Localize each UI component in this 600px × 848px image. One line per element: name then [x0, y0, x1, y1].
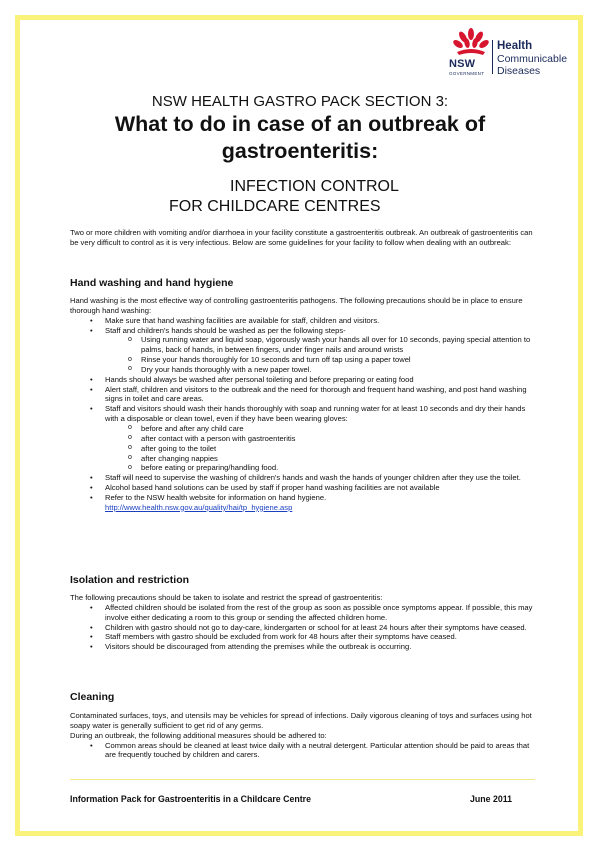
list-item: • Alcohol based hand solutions can be used by staff if proper hand washing facilities are not available — [70, 483, 540, 493]
list-item: • Staff and visitors should wash their hands thoroughly with soap and running water for at least 10 seconds and dry their hands with a disposable or clean towel, even if they have been wearing gloves: — [70, 404, 540, 424]
cleaning-list — [70, 741, 540, 761]
isolation-lead: The following precautions should be taken to isolate and restrict the spread of gastroenteritis: — [70, 593, 383, 602]
list-item: • Make sure that hand washing facilities are available for staff, children and visitors. — [70, 316, 540, 326]
sub-list-item: o Using running water and liquid soap, vigorously wash your hands all over for 10 seconds, paying special attention to palms, back of hands, in between fingers, under finger nails and around wrists — [70, 335, 540, 355]
section-label: NSW HEALTH GASTRO PACK SECTION 3: — [151, 93, 449, 110]
list-item: • Children with gastro should not go to day-care, kindergarten or school for at least 24 hours after their symptoms have ceased. — [70, 623, 540, 633]
footer-date: June 2011 — [470, 794, 513, 804]
list-item: • Staff will need to supervise the washing of children's hands and wash the hands of younger children after they use the toilet. — [70, 473, 540, 483]
sub-list-item: o before and after any child care — [70, 424, 540, 434]
hand-hygiene-link[interactable]: http://www.health.nsw.gov.au/quality/hai/tp_hygiene.asp — [105, 502, 293, 512]
footer-divider — [70, 779, 535, 780]
list-item: • Visitors should be discouraged from attending the premises while the outbreak is occurring. — [70, 642, 540, 652]
logo-health: Health — [497, 40, 533, 52]
list-item: • Common areas should be cleaned at least twice daily with a neutral detergent. Particular attention should be paid to areas that are frequently touched by children and carers. — [70, 741, 540, 761]
logo-government: GOVERNMENT — [449, 71, 485, 76]
sub-list-item: o Dry your hands thoroughly with a new paper towel. — [70, 365, 540, 375]
logo-nsw: NSW — [449, 58, 476, 70]
sub-list-item: o before eating or preparing/handling food. — [70, 463, 540, 473]
subtitle-line-2: FOR CHILDCARE CENTRES — [169, 198, 381, 215]
logo-communicable: Communicable — [497, 53, 568, 65]
hand-washing-heading: Hand washing and hand hygiene — [70, 277, 234, 289]
list-item: • Staff members with gastro should be excluded from work for 48 hours after their symptoms have ceased. — [70, 632, 540, 642]
sub-list-item: o after changing nappies — [70, 454, 540, 464]
list-item: • Hands should always be washed after personal toileting and before preparing or eating food — [70, 375, 540, 385]
logo-divider — [492, 40, 493, 74]
hand-washing-list — [70, 316, 540, 513]
cleaning-section — [70, 711, 540, 760]
cleaning-paragraph-1: Contaminated surfaces, toys, and utensils may be vehicles for spread of infections. Daily vigorous cleaning of toys and surfaces using hot soapy water is generally sufficient to get rid of any germs. — [70, 711, 532, 730]
isolation-heading: Isolation and restriction — [70, 574, 190, 586]
list-item: • Alert staff, children and visitors to the outbreak and the need for thorough and frequent hand washing, and post hand washing signs in toilet and care areas. — [70, 385, 540, 405]
subtitle-line-1: INFECTION CONTROL — [230, 178, 399, 195]
list-item — [70, 493, 540, 513]
list-item: • Affected children should be isolated from the rest of the group as soon as possible once symptoms appear. If possible, this may involve either dedicating a room to this group or sending the affected children home. — [70, 603, 540, 623]
isolation-list — [70, 603, 540, 652]
cleaning-paragraph-2: During an outbreak, the following additional measures should be adhered to: — [70, 730, 327, 740]
page-title: What to do in case of an outbreak of gastroenteritis: — [114, 112, 486, 163]
intro-paragraph: Two or more children with vomiting and/or diarrhoea in your facility constitute a gastroenteritis outbreak. An outbreak of gastroenteritis can be very difficult to control as it is very infectious. Below are some guidelines for your facility to follow when dealing with an outbreak: — [70, 228, 533, 248]
hand-washing-section — [70, 296, 540, 513]
hand-washing-lead: Hand washing is the most effective way of controlling gastroenteritis pathogens. The following precautions should be in place to ensure thorough hand washing: — [70, 296, 523, 315]
sub-list-item: o after contact with a person with gastroenteritis — [70, 434, 540, 444]
isolation-section — [70, 593, 540, 652]
hand-hygiene-reference: Refer to the NSW health website for information on hand hygiene. — [105, 492, 327, 502]
cleaning-heading: Cleaning — [70, 691, 115, 703]
sub-list-item: o after going to the toilet — [70, 444, 540, 454]
nsw-health-logo — [447, 26, 577, 82]
footer-title: Information Pack for Gastroenteritis in a Childcare Centre — [70, 794, 311, 804]
sub-list-item: o Rinse your hands thoroughly for 10 seconds and turn off tap using a paper towel — [70, 355, 540, 365]
list-item: • Staff and children's hands should be washed as per the following steps- — [70, 326, 540, 336]
logo-diseases: Diseases — [497, 65, 541, 77]
